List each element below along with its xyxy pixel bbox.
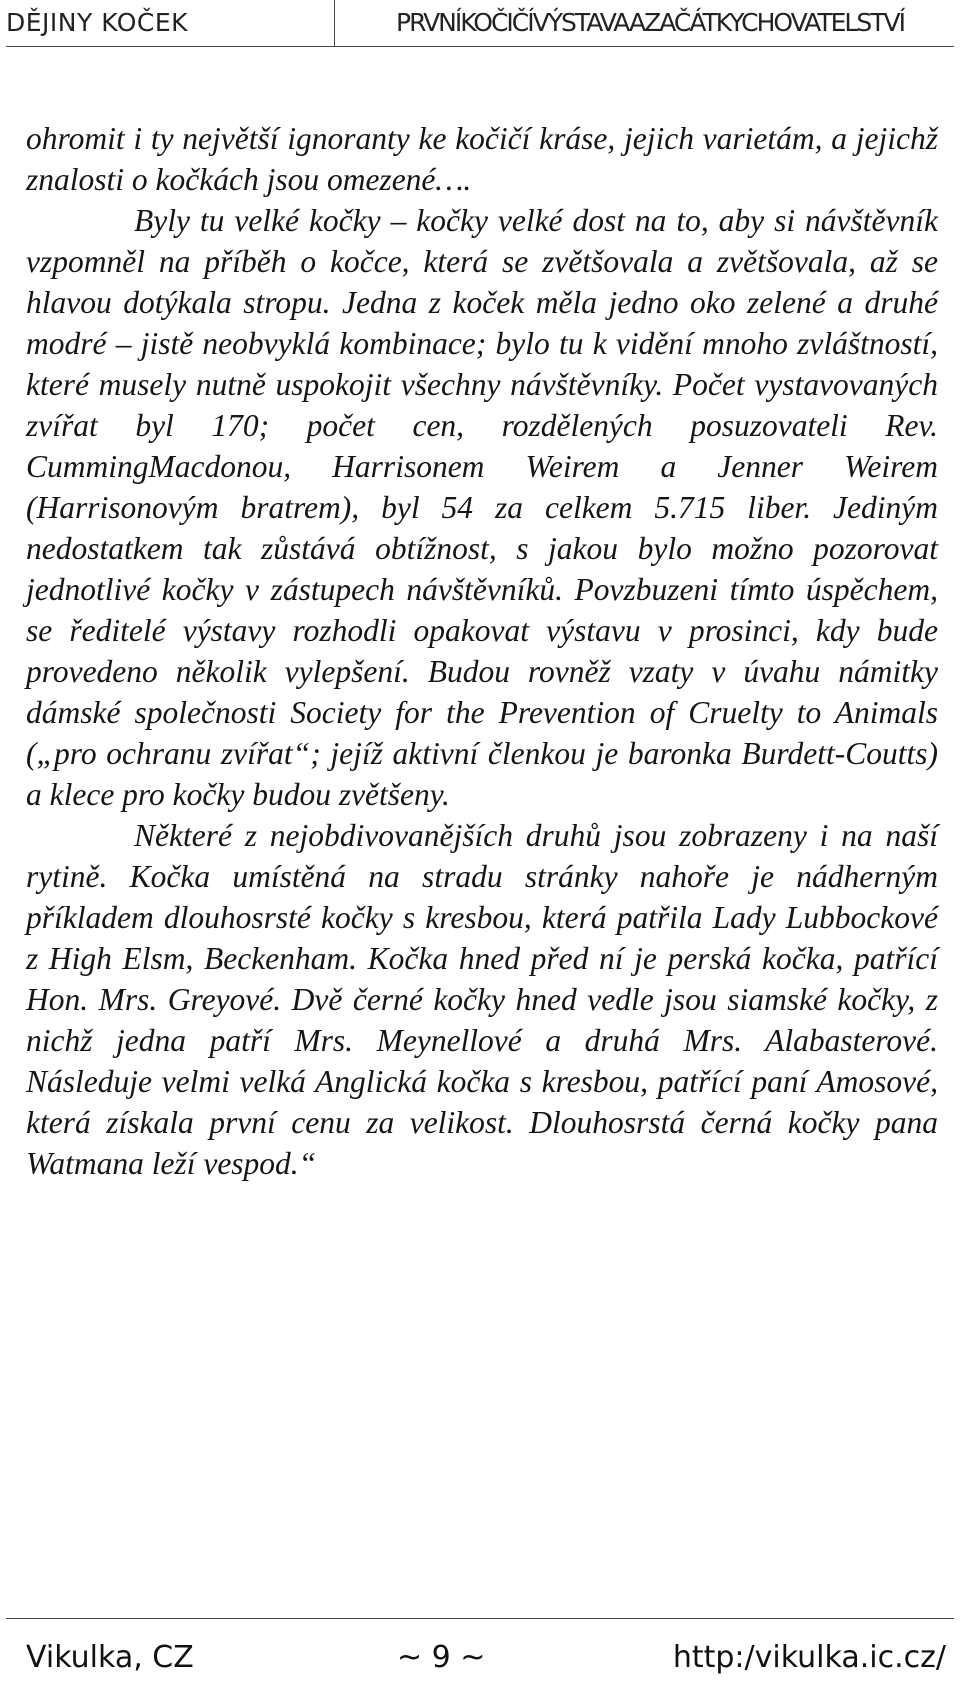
- footer-rule: [6, 1618, 954, 1619]
- paragraph-3: Některé z nejobdivovanějších druhů jsou zobrazeny i na naší rytině. Kočka umístěná na stradu stránky nahoře je nádherným příkladem dlouhosrsté kočky s kresbou, která patřila Lady Lubbockové z High Elsm, Beckenham. Kočka hned před ní je perská kočka, patřící Hon. Mrs. Greyové. Dvě černé kočky hned vedle jsou siamské kočky, z nichž jedna patří Mrs. Meynellové a druhá Mrs. Alabasterové. Následuje velmi velká Anglická kočka s kresbou, patřící paní Amosové, která získala první cenu za velikost. Dlouhosrstá černá kočky pana Watmana leží vespod.“: [26, 818, 938, 1181]
- header-book-title: DĚJINY KOČEK: [6, 8, 189, 37]
- paragraph-1: ohromit i ty největší ignoranty ke kočičí kráse, jejich varietám, a jejichž znalosti o kočkách jsou omezené….: [26, 121, 938, 197]
- header-rule: [6, 46, 954, 47]
- page-header: [0, 0, 960, 50]
- header-chapter-title: PRVNÍKOČIČÍVÝSTAVAAZAČÁTKYCHOVATELSTVÍ: [396, 8, 904, 37]
- page-footer: [0, 1618, 960, 1686]
- paragraph-2: Byly tu velké kočky – kočky velké dost na to, aby si návštěvník vzpomněl na příběh o kočce, která se zvětšovala a zvětšovala, až se hlavou dotýkala stropu. Jedna z koček měla jedno oko zelené a druhé modré – jistě neobvyklá kombinace; bylo tu k vidění mnoho zvláštností, které musely nutně uspokojit všechny návštěvníky. Počet vystavovaných zvířat byl 170; počet cen, rozdělených posuzovateli Rev. CummingMacdonou, Harrisonem Weirem a Jenner Weirem (Harrisonovým bratrem), byl 54 za celkem 5.715 liber. Jediným nedostatkem tak zůstává obtížnost, s jakou bylo možno pozorovat jednotlivé kočky v zástupech návštěvníků. Povzbuzeni tímto úspěchem, se ředitelé výstavy rozhodli opakovat výstavu v prosinci, kdy bude provedeno několik vylepšení. Budou rovněž vzaty v úvahu námitky dámské společnosti Society for the Prevention of Cruelty to Animals („pro ochranu zvířat“; jejíž aktivní členkou je baronka Burdett-Coutts) a klece pro kočky budou zvětšeny.: [26, 203, 938, 812]
- page-number: ~ 9 ~: [397, 1640, 486, 1675]
- body-text: [26, 118, 938, 1184]
- footer-url[interactable]: http:/vikulka.ic.cz/: [672, 1640, 946, 1675]
- footer-author: Vikulka, CZ: [26, 1640, 194, 1675]
- header-divider: [334, 0, 335, 46]
